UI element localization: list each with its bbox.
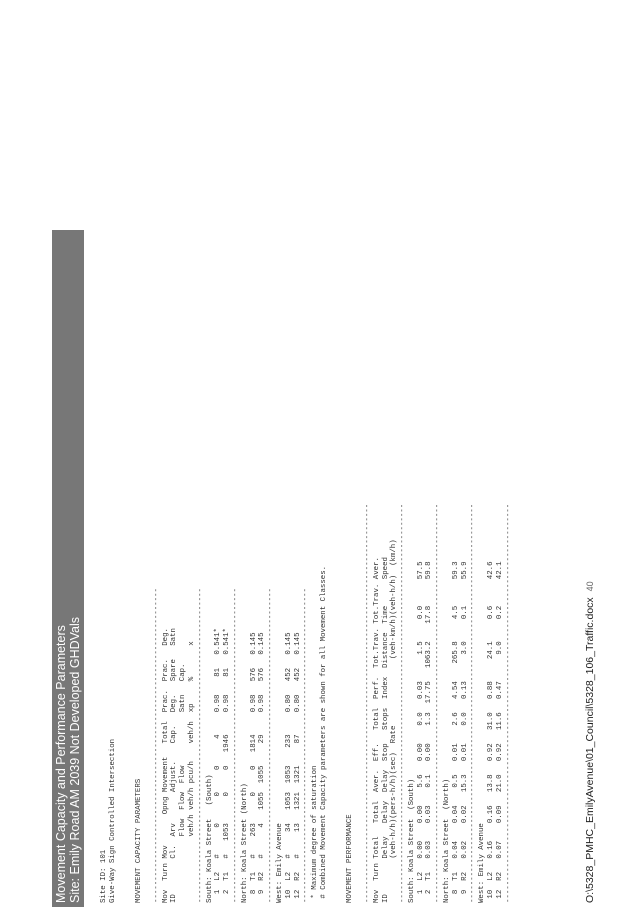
report-line: -----------------------------------------------------------------------	[267, 588, 276, 903]
report-line: ID Cl. Arv Adjust. Cap. Deg. Spare Satn	[170, 628, 179, 903]
header-site: Site: Emily Road AM 2039 Not Developed GHDVals	[68, 616, 82, 903]
report-line: North: Koala Street (North)	[240, 783, 249, 903]
report-line: 1 L2 # 0 0 0 4 0.98 81 0.541*	[214, 628, 223, 903]
report-line: MOVEMENT PERFORMANCE	[346, 814, 355, 903]
report-line: 1 L2 0.00 0.00 5.6 0.00 0.0 0.03 1.5 0.0 57.5	[416, 561, 425, 903]
report-line: ------------------------------------------------------------------------------------------	[504, 503, 513, 903]
report-line: West: Emily Avenue	[275, 823, 284, 903]
report-line: 2 T1 # 1053 0 0 1946 0.98 81 0.541*	[223, 628, 232, 903]
report-line: Flow Flow Flow Satn Cap.	[179, 663, 188, 903]
report-line: ------------------------------------------------------------------------------------------	[434, 503, 443, 903]
report-line: Mov Turn Total Total Aver. Eff. Total Perf. Tot.Trav. Tot.Trav. Aver.	[372, 557, 381, 903]
report-line: * Maximum degree of saturation	[311, 765, 320, 903]
report-line: ID Delay Delay Delay Stop Stops Index Distance Time Speed	[381, 557, 390, 903]
page-header-banner	[52, 230, 84, 907]
report-line: 9 R2 # 4 1055 1055 29 0.98 576 0.145	[258, 632, 267, 903]
report-line: 10 L2 # 34 1053 1053 233 0.80 452 0.145	[284, 632, 293, 903]
report-line: 9 R2 0.02 0.02 15.3 0.01 0.0 0.13 3.0 0.1 55.9	[460, 561, 469, 903]
footer-page-number: 40	[585, 581, 595, 592]
report-line: Mov Turn Mov Opng Movement Total Prac. Prac. Deg.	[161, 628, 170, 903]
report-line: Give-Way Sign Controlled Intersection	[108, 738, 117, 903]
report-line: 12 R2 # 13 1321 1321 87 0.80 452 0.145	[293, 632, 302, 903]
report-line: 2 T1 0.03 0.03 0.1 0.00 1.3 17.75 1063.2 17.8 59.8	[425, 561, 434, 903]
report-line: veh/h veh/h pcu/h veh/h xp % x	[187, 641, 196, 903]
report-line: 10 L2 0.16 0.16 13.8 0.92 31.0 0.88 24.1 0.6 42.6	[487, 561, 496, 903]
report-line: -----------------------------------------------------------------------	[196, 588, 205, 903]
report-line: Site ID: 101	[100, 849, 108, 903]
report-line	[355, 504, 364, 903]
report-line: ------------------------------------------------------------------------------------------	[469, 503, 478, 903]
report-line: # Combined Movement Capacity parameters are shown for all Movement Classes.	[319, 565, 328, 903]
report-line: West: Emily Avenue	[478, 823, 487, 903]
page-footer	[584, 581, 596, 903]
report-body	[100, 504, 513, 903]
report-line: -----------------------------------------------------------------------	[302, 588, 311, 903]
header-title: Movement Capacity and Performance Parameters	[54, 625, 68, 903]
report-line	[338, 504, 347, 903]
report-line: North: Koala Street (North)	[443, 778, 452, 903]
report-line	[126, 504, 135, 903]
report-line: 8 T1 0.04 0.04 0.5 0.01 2.6 4.54 265.8 4.5 59.3	[451, 561, 460, 903]
report-line: ------------------------------------------------------------------------------------------	[399, 503, 408, 903]
report-line: ------------------------------------------------------------------------------------------	[363, 503, 372, 903]
report-line: -----------------------------------------------------------------------	[152, 588, 161, 903]
report-line	[144, 504, 153, 903]
report-line: 8 T1 # 263 0 0 1814 0.98 576 0.145	[249, 632, 258, 903]
report-line: South: Koala Street (South)	[205, 774, 214, 903]
footer-path: O:\5328_PMHC_EmilyAvenue\01_Council\5328_106_Traffic.docx	[584, 597, 596, 903]
report-line: 12 R2 0.07 0.09 21.0 0.92 11.6 0.47 9.0 0.2 42.1	[495, 561, 504, 903]
report-line: South: Koala Street (South)	[407, 778, 416, 903]
report-line: (veh-h/h)(pers-h/h)(sec) Rate (veh-km/h)(veh-h/h) (km/h)	[390, 539, 399, 903]
report-line: -----------------------------------------------------------------------	[231, 588, 240, 903]
report-line: MOVEMENT CAPACITY PARAMETERS	[135, 778, 144, 903]
report-line	[118, 504, 127, 903]
report-line	[329, 504, 338, 903]
